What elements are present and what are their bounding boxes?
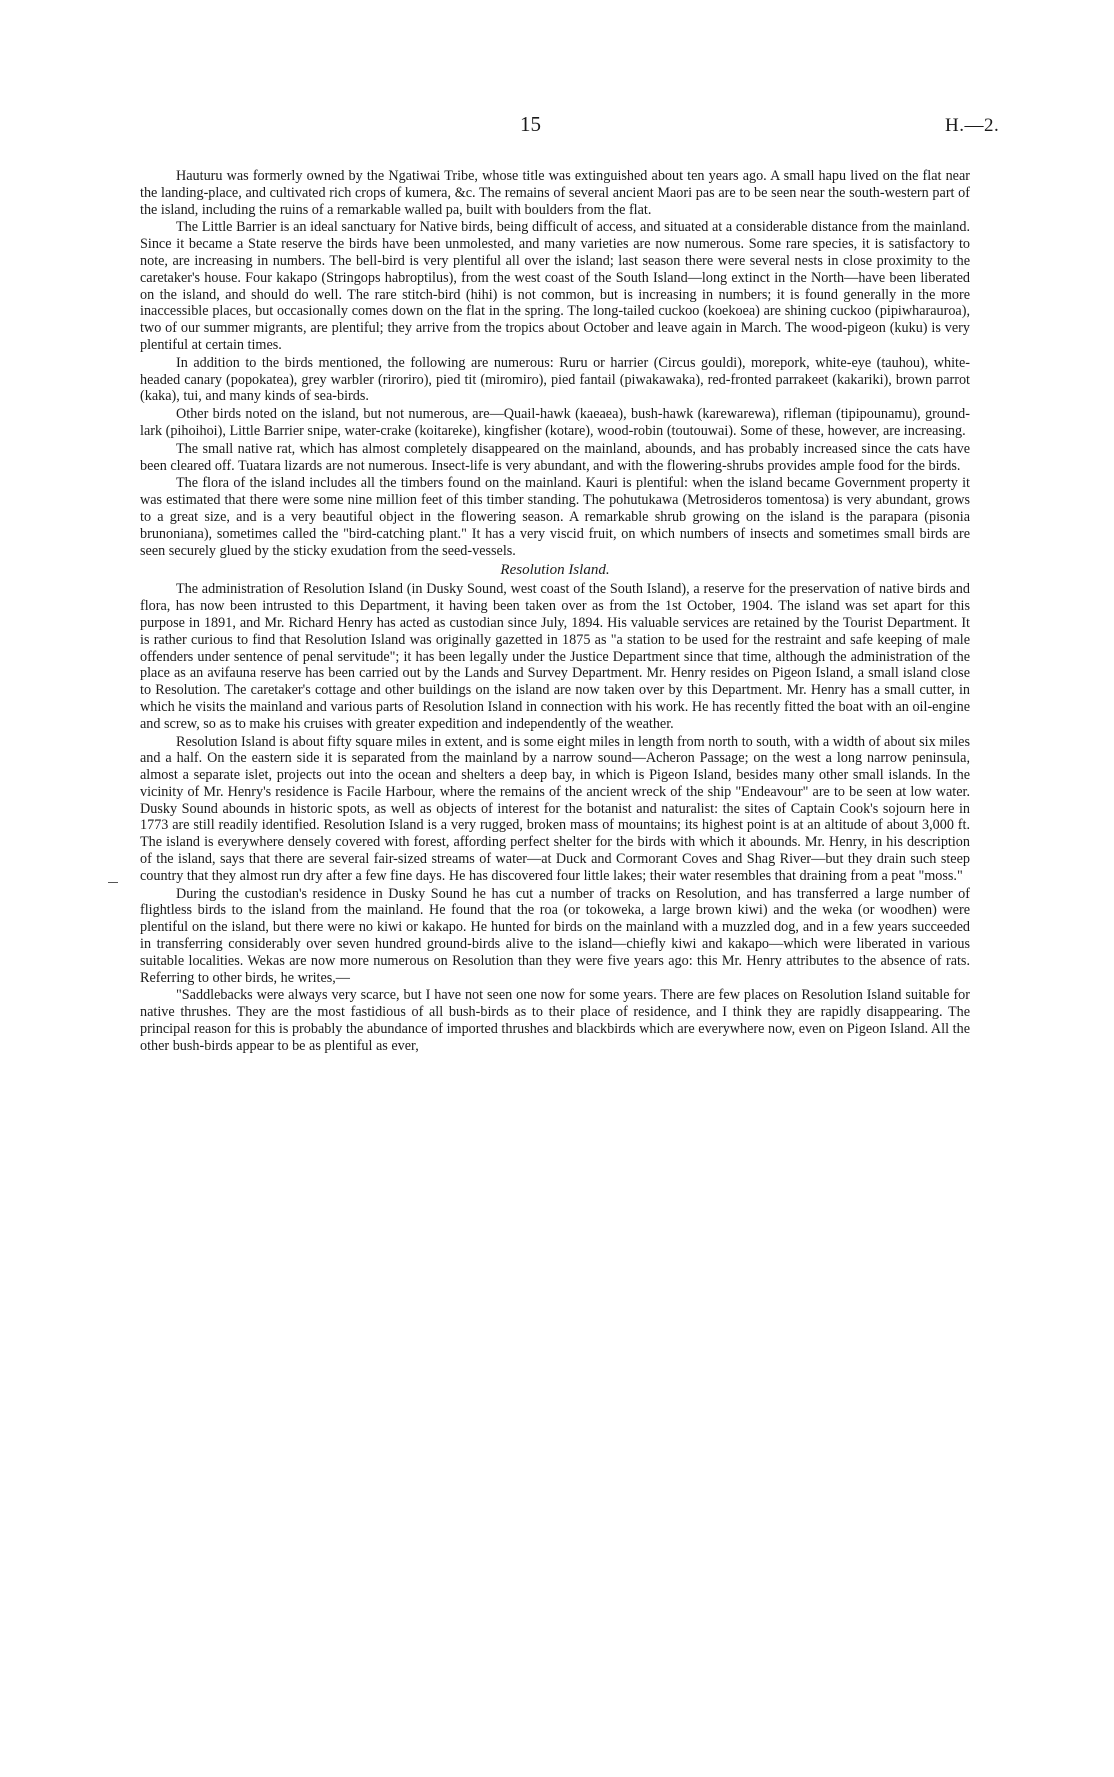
paragraph-numerous-birds: In addition to the birds mentioned, the following are numerous: Ruru or harrier (Circus gouldi), morepork, white-eye (tauhou), white-headed canary (popokatea), grey warbler (riroriro), pied tit (miromiro), pied fantail (piwakawaka), red-fronted parrakeet (kakariki), brown parrot (kaka), tui, and many kinds of sea-birds. <box>140 354 970 405</box>
margin-mark <box>108 882 118 883</box>
paragraph-hauturu: Hauturu was formerly owned by the Ngatiwai Tribe, whose title was extinguished about ten years ago. A small hapu lived on the flat near the landing-place, and cultivated rich crops of kumera, &c. The remains of several ancient Maori pas are to be seen near the south-western part of the island, including the ruins of a remarkable walled pa, built with boulders from the flat. <box>140 168 970 218</box>
paragraph-island-description: Resolution Island is about fifty square miles in extent, and is some eight miles in length from north to south, with a width of about six miles and a half. On the eastern side it is separated from the mainland by a narrow sound—Acheron Passage; on the west a long narrow peninsula, almost a separate islet, projects out into the ocean and shelters a deep bay, in which is Pigeon Island, besides many other small islands. In the vicinity of Mr. Henry's residence is Facile Harbour, where the remains of the ancient wreck of the ship "Endeavour" are to be seen at low water. Dusky Sound abounds in historic spots, as well as objects of interest for the botanist and naturalist: the sites of Captain Cook's sojourn here in 1773 are still readily identified. Resolution Island is a very rugged, broken mass of mountains; its highest point is at an altitude of about 3,000 ft. The island is everywhere densely covered with forest, affording perfect shelter for the birds with which it abounds. Mr. Henry, in his description of the island, says that there are several fair-sized streams of water—at Duck and Cormorant Coves and Shag River—but they drain such steep country that they almost run dry after a few fine days. He has discovered four little lakes; their water resembles that draining from a peat "moss." <box>140 733 970 884</box>
section-heading: Resolution Island. <box>500 562 610 579</box>
paragraph-administration: The administration of Resolution Island (in Dusky Sound, west coast of the South Island), a reserve for the preservation of native birds and flora, has now been intrusted to this Department, it having been taken over as from the 1st October, 1904. The island was set apart for this purpose in 1891, and Mr. Richard Henry has acted as custodian since July, 1894. His valuable services are retained by the Tourist Department. It is rather curious to find that Resolution Island was originally gazetted in 1875 as "a station to be used for the restraint and safe keeping of male offenders under sentence of penal servitude"; it has been legally under the Justice Department since that time, although the administration of the place as an avifauna reserve has been carried out by the Lands and Survey Department. Mr. Henry resides on Pigeon Island, a small island close to Resolution. The caretaker's cottage and other buildings on the island are now taken over by this Department. Mr. Henry has a small cutter, in which he visits the mainland and various parts of Resolution Island in connection with his work. He has recently fitted the boat with an oil-engine and screw, so as to make his cruises with greater expedition and independently of the weather. <box>140 581 970 732</box>
paragraph-native-rat: The small native rat, which has almost completely disappeared on the mainland, abounds, and has probably increased since the cats have been cleared off. Tuatara lizards are not numerous. Insect-life is very abundant, and with the flowering-shrubs provides ample food for the birds. <box>140 440 970 474</box>
page-number: 15 <box>520 112 541 136</box>
paragraph-custodian: During the custodian's residence in Dusky Sound he has cut a number of tracks on Resolution, and has transferred a large number of flightless birds to the island from the mainland. He found that the roa (or tokoweka, a large brown kiwi) and the weka (or woodhen) were plentiful on the island, but there were no kiwi or kakapo. He hunted for birds on the mainland with a muzzled dog, and in a few years succeeded in transferring considerably over seven hundred ground-birds alive to the island—chiefly kiwi and kakapo—which were liberated in various suitable localities. Wekas are now more numerous on Resolution than they were five years ago: this Mr. Henry attributes to the absence of rats. Referring to other birds, he writes,— <box>140 885 970 986</box>
paragraph-flora: The flora of the island includes all the timbers found on the mainland. Kauri is plentiful: when the island became Government property it was estimated that there were some nine million feet of this timber standing. The pohutukawa (Metrosideros tomentosa) is very abundant, grows to a great size, and is a very beautiful object in the flowering season. A remarkable shrub growing on the island is the parapara (pisonia brunoniana), sometimes called the "bird-catching plant." It has a very viscid fruit, on which numbers of insects and sometimes small birds are seen securely glued by the sticky exudation from the seed-vessels. <box>140 475 970 559</box>
paragraph-other-birds: Other birds noted on the island, but not numerous, are—Quail-hawk (kaeaea), bush-hawk (karewarewa), rifleman (tipipounamu), ground-lark (pihoihoi), Little Barrier snipe, water-crake (koitareke), kingfisher (kotare), wood-robin (toutouwai). Some of these, however, are increasing. <box>140 406 970 439</box>
paragraph-little-barrier: The Little Barrier is an ideal sanctuary for Native birds, being difficult of access, and situated at a considerable distance from the mainland. Since it became a State reserve the birds have been unmolested, and many varieties are now numerous. Some rare species, it is satisfactory to note, are increasing in numbers. The bell-bird is very plentiful all over the island; last season there were several nests in close proximity to the caretaker's house. Four kakapo (Stringops habroptilus), from the west coast of the South Island—long extinct in the North—have been liberated on the island, and should do well. The rare stitch-bird (hihi) is not common, but is increasing in numbers; it is found generally in the more inaccessible places, but occasionally comes down on the flat in the spring. The long-tailed cuckoo (koekoea) are shining cuckoo (pipiwharauroa), two of our summer migrants, are plentiful; they arrive from the tropics about October and leave again in March. The wood-pigeon (kuku) is very plentiful at certain times. <box>140 219 970 353</box>
body-text <box>140 168 970 1055</box>
paragraph-quotation: "Saddlebacks were always very scarce, but I have not seen one now for some years. There are few places on Resolution Island suitable for native thrushes. They are the most fastidious of all bush-birds as to their place of residence, and I think they are rapidly disappearing. The principal reason for this is probably the abundance of imported thrushes and blackbirds which are everywhere now, even on Pigeon Island. All the other bush-birds appear to be as plentiful as ever, <box>140 987 970 1054</box>
document-reference: H.—2. <box>945 115 1000 136</box>
